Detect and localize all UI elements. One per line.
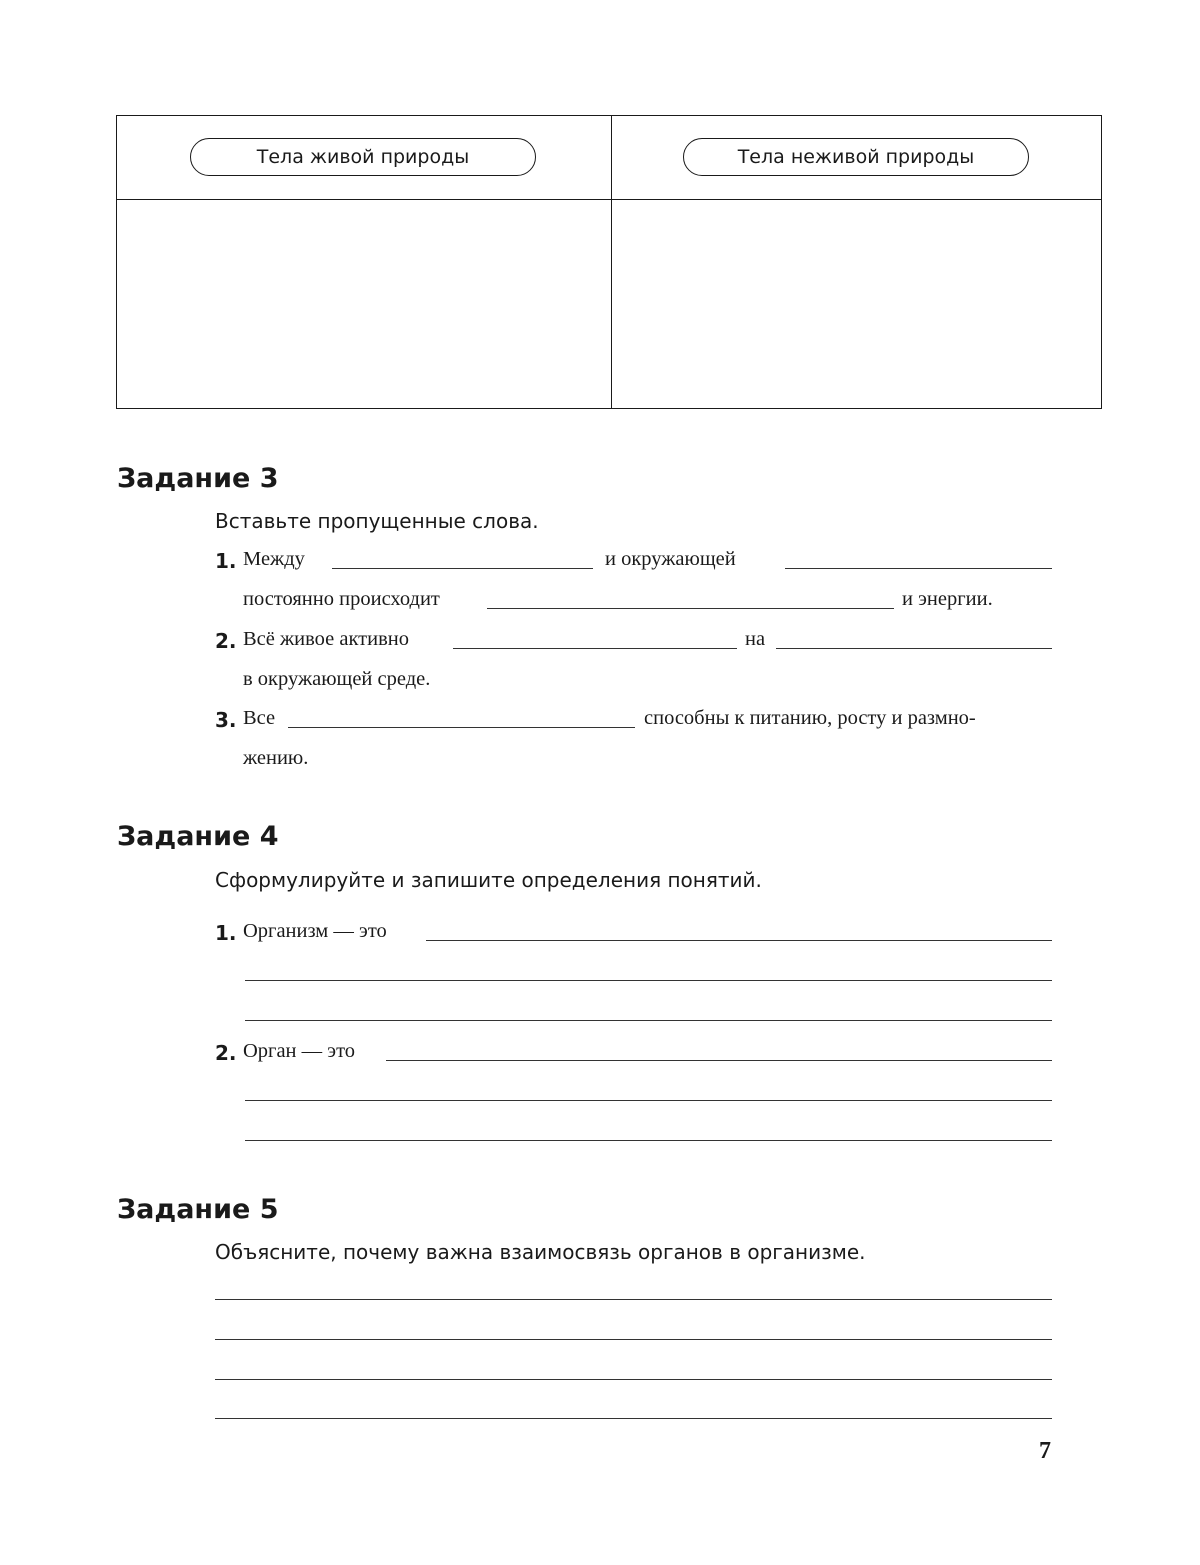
task3-item2-blank2[interactable] xyxy=(776,648,1052,649)
task4-item1-text: Организм — это xyxy=(243,920,387,942)
task3-item3-blank1[interactable] xyxy=(288,727,635,728)
task5-answer-line[interactable] xyxy=(215,1339,1052,1340)
task4-item2-answer-line[interactable] xyxy=(386,1060,1052,1061)
task3-item1-blank3[interactable] xyxy=(487,608,894,609)
task4-instruction: Сформулируйте и запишите определения понятий. xyxy=(215,868,762,892)
task3-item2-text-c: в окружающей среде. xyxy=(243,668,431,690)
task4-item1-answer-line[interactable] xyxy=(245,980,1052,981)
task3-item1-text-d: и энергии. xyxy=(902,588,993,610)
task3-instruction: Вставьте пропущенные слова. xyxy=(215,509,539,533)
task4-item1-number: 1. xyxy=(215,921,237,945)
task4-item2-answer-line[interactable] xyxy=(245,1100,1052,1101)
task3-item1-text-b: и окружающей xyxy=(605,548,736,570)
task3-item1-blank1[interactable] xyxy=(332,568,593,569)
living-nature-answer-area[interactable] xyxy=(118,200,609,407)
task3-item1-text-c: постоянно происходит xyxy=(243,588,440,610)
task4-item1-answer-line[interactable] xyxy=(245,1020,1052,1021)
living-nature-header: Тела живой природы xyxy=(190,138,536,176)
task4-heading: Задание 4 xyxy=(117,821,279,852)
task5-answer-line[interactable] xyxy=(215,1379,1052,1380)
task3-item1-blank2[interactable] xyxy=(785,568,1052,569)
task4-item2-answer-line[interactable] xyxy=(245,1140,1052,1141)
task4-item2-number: 2. xyxy=(215,1041,237,1065)
task3-item1-text-a: Между xyxy=(243,548,305,570)
task3-heading: Задание 3 xyxy=(117,463,279,494)
task4-item1-answer-line[interactable] xyxy=(426,940,1052,941)
nonliving-nature-answer-area[interactable] xyxy=(612,200,1100,407)
task3-item2-text-a: Всё живое активно xyxy=(243,628,410,650)
task3-item2-number: 2. xyxy=(215,629,237,653)
task3-item2-blank1[interactable] xyxy=(453,648,737,649)
task5-instruction: Объясните, почему важна взаимосвязь органов в организме. xyxy=(215,1240,866,1264)
task5-answer-line[interactable] xyxy=(215,1418,1052,1419)
task5-answer-line[interactable] xyxy=(215,1299,1052,1300)
task3-item3-text-b: способны к питанию, росту и размно- xyxy=(644,707,976,729)
task3-item2-text-b: на xyxy=(745,628,766,650)
page-number: 7 xyxy=(1039,1438,1051,1464)
task3-item3-text-c: жению. xyxy=(243,747,309,769)
task3-item3-text-a: Все xyxy=(243,707,276,729)
task5-heading: Задание 5 xyxy=(117,1194,279,1225)
task3-item3-number: 3. xyxy=(215,708,237,732)
task4-item2-text: Орган — это xyxy=(243,1040,356,1062)
nonliving-nature-header: Тела неживой природы xyxy=(683,138,1029,176)
task3-item1-number: 1. xyxy=(215,549,237,573)
